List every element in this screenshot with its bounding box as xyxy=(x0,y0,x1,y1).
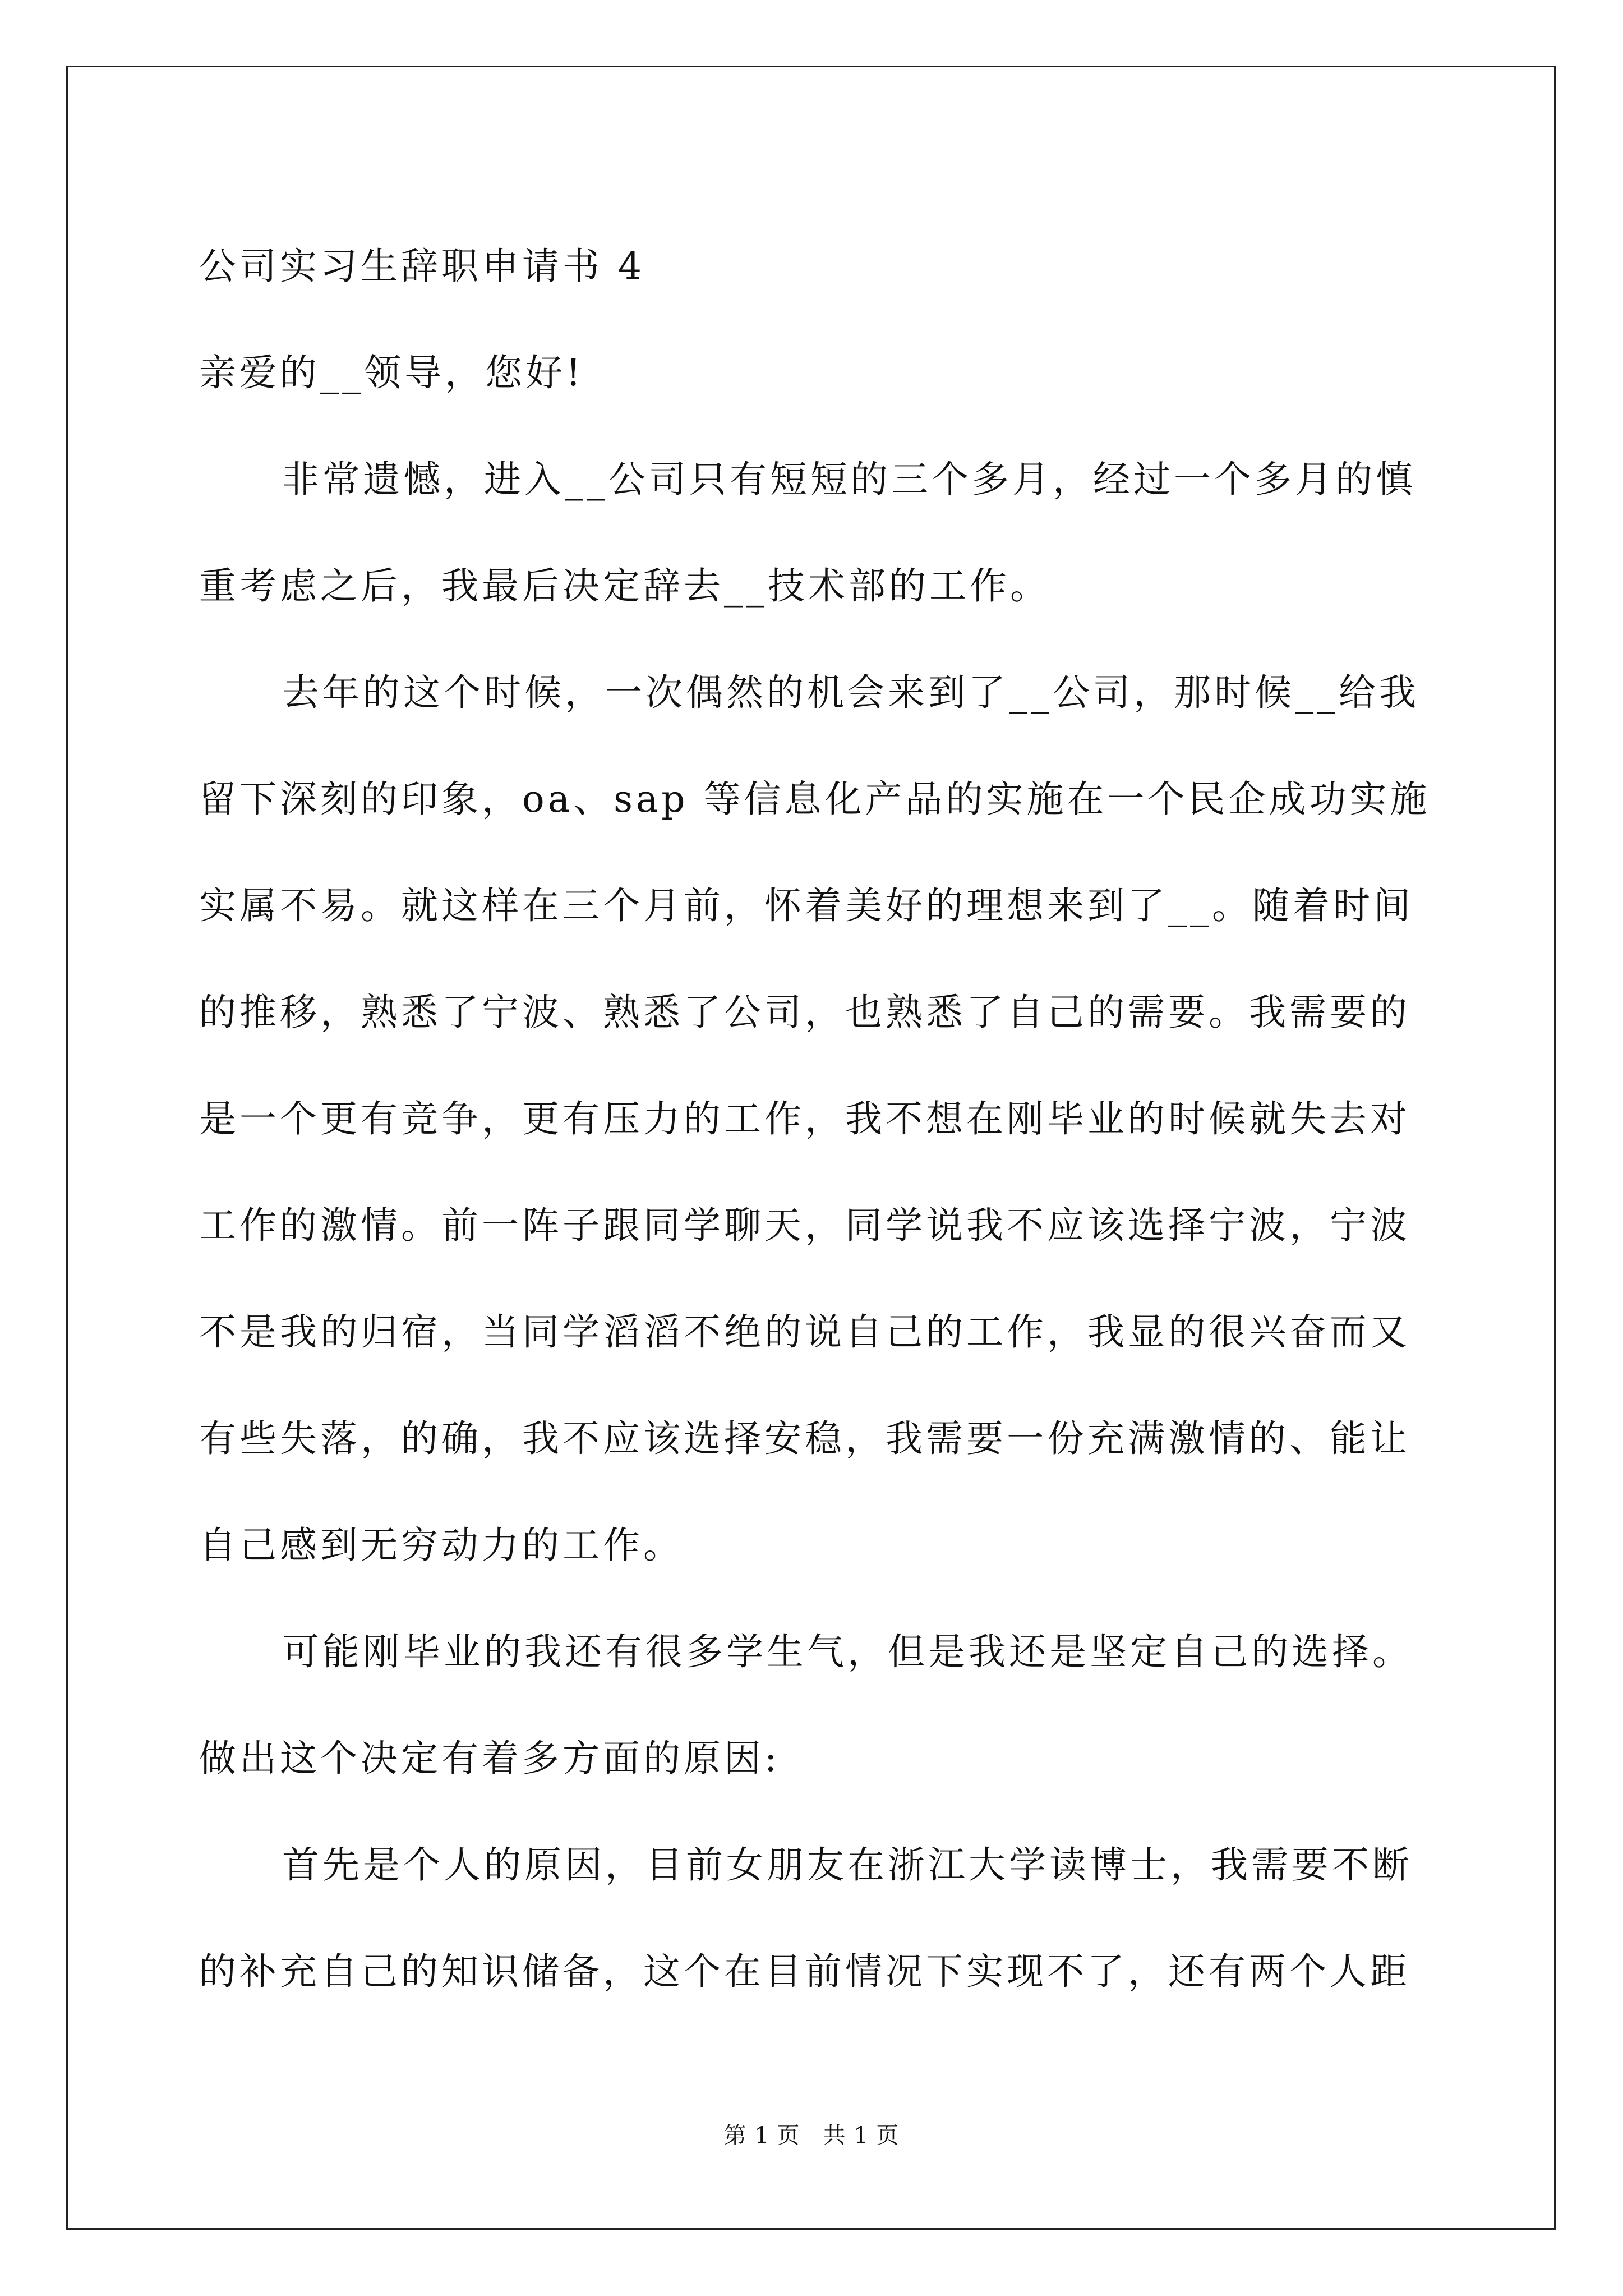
page-number: 第 1 页 共 1 页 xyxy=(723,2123,900,2148)
paragraph-line: 去年的这个时候，一次偶然的机会来到了__公司，那时候__给我 xyxy=(282,671,1419,714)
paragraph-line: 重考虑之后，我最后决定辞去__技术部的工作。 xyxy=(199,564,1050,608)
paragraph-line: 的补充自己的知识储备，这个在目前情况下实现不了，还有两个人距 xyxy=(199,1950,1410,1993)
paragraph-line: 留下深刻的印象，oa、sap 等信息化产品的实施在一个民企成功实施 xyxy=(199,777,1431,821)
paragraph-line: 可能刚毕业的我还有很多学生气，但是我还是坚定自己的选择。 xyxy=(282,1630,1413,1673)
salutation: 亲爱的__领导，您好! xyxy=(199,351,584,394)
paragraph-line: 非常遗憾，进入__公司只有短短的三个多月，经过一个多月的慎 xyxy=(282,458,1416,501)
paragraph-line: 工作的激情。前一阵子跟同学聊天，同学说我不应该选择宁波，宁波 xyxy=(199,1204,1410,1247)
document-title: 公司实习生辞职申请书 4 xyxy=(199,245,645,288)
paragraph-line: 不是我的归宿，当同学滔滔不绝的说自己的工作，我显的很兴奋而又 xyxy=(199,1310,1410,1354)
paragraph-line: 自己感到无穷动力的工作。 xyxy=(199,1524,684,1567)
paragraph-line: 是一个更有竞争，更有压力的工作，我不想在刚毕业的时候就失去对 xyxy=(199,1097,1410,1140)
document-body xyxy=(199,213,1433,2025)
paragraph-line: 有些失落，的确，我不应该选择安稳，我需要一份充满激情的、能让 xyxy=(199,1417,1410,1460)
paragraph-line: 实属不易。就这样在三个月前，怀着美好的理想来到了__。随着时间 xyxy=(199,884,1414,927)
paragraph-line: 的推移，熟悉了宁波、熟悉了公司，也熟悉了自己的需要。我需要的 xyxy=(199,991,1410,1034)
paragraph-line: 做出这个决定有着多方面的原因: xyxy=(199,1737,781,1780)
paragraph-line: 首先是个人的原因，目前女朋友在浙江大学读博士，我需要不断 xyxy=(282,1843,1413,1887)
